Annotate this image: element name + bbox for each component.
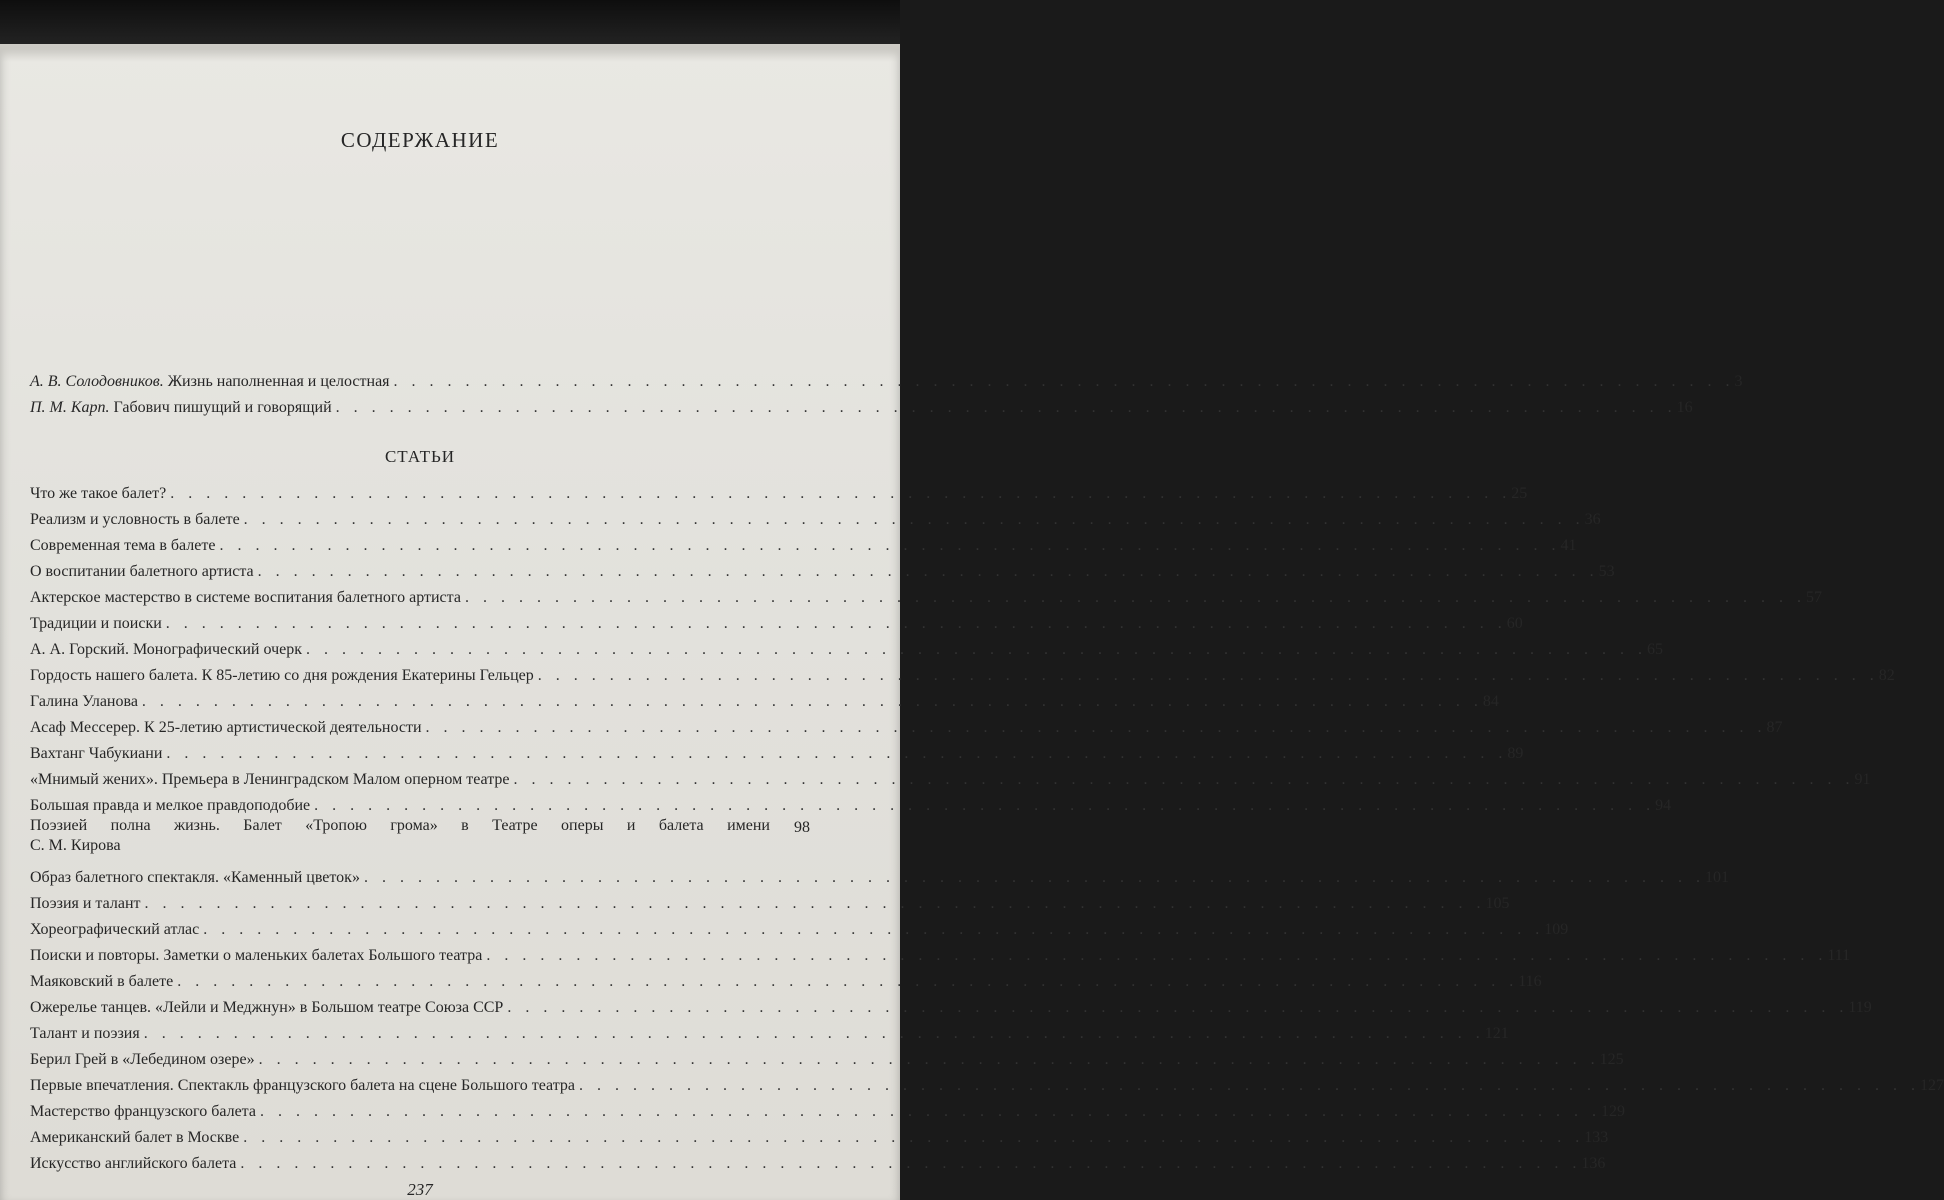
- dot-leader: . . . . . . . . . . . . . . . . . . . . . . . . . . . . . . . . . . . . . . . . . . . . . . . . . . . . . . . . . . . . . . . . . . . . . . . . . . .: [257, 563, 1599, 580]
- entry-page-number: 109: [1544, 921, 1569, 938]
- entry-title: Поэзия и талант: [30, 895, 141, 912]
- entry-title: Хореографический атлас: [30, 921, 200, 938]
- dot-leader: . . . . . . . . . . . . . . . . . . . . . . . . . . . . . . . . . . . . . . . . . . . . . . . . . . . . . . . . . . . . . . . . . . . . . . . . . . .: [579, 1077, 1921, 1094]
- entry-title: Поиски и повторы. Заметки о маленьких балетах Большого театра: [30, 947, 483, 964]
- toc-entry: [30, 738, 1524, 764]
- entry-page-number: 91: [1854, 771, 1871, 788]
- entry-page-number: 36: [1584, 511, 1601, 528]
- entry-page-number: 129: [1600, 1103, 1625, 1120]
- entry-title: Асаф Мессерер. К 25-летию артистической деятельности: [30, 719, 422, 736]
- entry-page-number: 53: [1598, 563, 1615, 580]
- dot-leader: . . . . . . . . . . . . . . . . . . . . . . . . . . . . . . . . . . . . . . . . . . . . . . . . . . . . . . . . . . . . . . . . . . . . . . . . . . .: [425, 719, 1767, 736]
- dot-leader: . . . . . . . . . . . . . . . . . . . . . . . . . . . . . . . . . . . . . . . . . . . . . . . . . . . . . . . . . . . . . . . . . . . . . . . . . . .: [219, 537, 1561, 554]
- entry-page-number: 98: [794, 819, 810, 836]
- toc-entry: [30, 1070, 1944, 1096]
- entry-title: Современная тема в балете: [30, 537, 216, 554]
- entry-title: Традиции и поиски: [30, 615, 162, 632]
- toc-entry: [30, 634, 1663, 660]
- dot-leader: . . . . . . . . . . . . . . . . . . . . . . . . . . . . . . . . . . . . . . . . . . . . . . . . . . . . . . . . . . . . . . . . . . . . . . . . . . .: [141, 693, 1483, 710]
- dot-leader: . . . . . . . . . . . . . . . . . . . . . . . . . . . . . . . . . . . . . . . . . . . . . . . . . . . . . . . . . . . . . . . . . . . . . . . . . . .: [170, 485, 1512, 502]
- entry-page-number: 25: [1511, 485, 1528, 502]
- entry-page-number: 60: [1506, 615, 1523, 632]
- entry-page-number: 82: [1878, 667, 1895, 684]
- toc-entry: [30, 478, 1528, 504]
- entry-title: Большая правда и мелкое правдоподобие: [30, 797, 311, 814]
- dot-leader: . . . . . . . . . . . . . . . . . . . . . . . . . . . . . . . . . . . . . . . . . . . . . . . . . . . . . . . . . . . . . . . . . . . . . . . . . . .: [306, 641, 1647, 658]
- page-number-footer: 237: [407, 1180, 433, 1199]
- dot-leader: . . . . . . . . . . . . . . . . . . . . . . . . . . . . . . . . . . . . . . . . . . . . . . . . . . . . . . . . . . . . . . . . . . . . . . . . . . .: [335, 399, 1677, 416]
- entry-page-number: 94: [1655, 797, 1672, 814]
- entry-title: Мастерство французского балета: [30, 1103, 256, 1120]
- toc-entry: [30, 556, 1615, 582]
- toc-entry: [30, 966, 1542, 992]
- toc-entry: [30, 712, 1783, 738]
- entry-title: Реализм и условность в балете: [30, 511, 240, 528]
- dot-leader: . . . . . . . . . . . . . . . . . . . . . . . . . . . . . . . . . . . . . . . . . . . . . . . . . . . . . . . . . . . . . . . . . . . . . . . . . . .: [507, 999, 1849, 1016]
- entry-title: Маяковский в балете: [30, 973, 174, 990]
- toc-entry: [30, 790, 1672, 816]
- toc-entry-two-line: [30, 816, 810, 860]
- toc-entry: [30, 1044, 1624, 1070]
- entry-title: О воспитании балетного артиста: [30, 563, 254, 580]
- toc-entry: [30, 914, 1569, 940]
- entry-page-number: 119: [1848, 999, 1872, 1016]
- entry-page-number: 84: [1482, 693, 1499, 710]
- toc-entry: [30, 764, 1871, 790]
- toc-entry: [30, 660, 1895, 686]
- dot-leader: . . . . . . . . . . . . . . . . . . . . . . . . . . . . . . . . . . . . . . . . . . . . . . . . . . . . . . . . . . . . . . . . . . . . . . . . . . .: [258, 1051, 1600, 1068]
- entry-title: Первые впечатления. Спектакль французского балета на сцене Большого театра: [30, 1077, 576, 1094]
- entry-title-line-1: Поэзией полна жизнь. Балет «Тропою грома» в Театре оперы и балета имени: [30, 817, 770, 834]
- dot-leader: . . . . . . . . . . . . . . . . . . . . . . . . . . . . . . . . . . . . . . . . . . . . . . . . . . . . . . . . . . . . . . . . . . . . . . . . . . .: [486, 947, 1828, 964]
- entry-title: Талант и поэзия: [30, 1025, 140, 1042]
- entry-title: Что же такое балет?: [30, 485, 167, 502]
- entry-page-number: 121: [1484, 1025, 1509, 1042]
- entry-page-number: 111: [1827, 947, 1851, 964]
- entry-page-number: 105: [1485, 895, 1510, 912]
- dot-leader: . . . . . . . . . . . . . . . . . . . . . . . . . . . . . . . . . . . . . . . . . . . . . . . . . . . . . . . . . . . . . . . . . . . . . . . . . . .: [393, 373, 1735, 390]
- entry-page-number: 125: [1599, 1051, 1624, 1068]
- dot-leader: . . . . . . . . . . . . . . . . . . . . . . . . . . . . . . . . . . . . . . . . . . . . . . . . . . . . . . . . . . . . . . . . . . . . . . . . . . .: [513, 771, 1855, 788]
- toc-entry: [30, 1148, 1606, 1174]
- toc-entry: [30, 686, 1499, 712]
- entry-title: Габович пишущий и говорящий: [113, 399, 332, 416]
- toc-entry: [30, 1096, 1625, 1122]
- toc-entry: [30, 940, 1851, 966]
- toc-entry: [30, 862, 1729, 888]
- section-heading: СТАТЬИ: [384, 447, 456, 466]
- entry-page-number: 65: [1647, 641, 1663, 658]
- dot-leader: . . . . . . . . . . . . . . . . . . . . . . . . . . . . . . . . . . . . . . . . . . . . . . . . . . . . . . . . . . . . . . . . . . . . . . . . . . .: [165, 615, 1507, 632]
- toc-entry: [30, 888, 1510, 914]
- entry-title: Образ балетного спектакля. «Каменный цветок»: [30, 869, 360, 886]
- entry-author: П. М. Карп.: [30, 399, 110, 416]
- dot-leader: . . . . . . . . . . . . . . . . . . . . . . . . . . . . . . . . . . . . . . . . . . . . . . . . . . . . . . . . . . . . . . . . . . . . . . . . . . .: [144, 895, 1486, 912]
- dot-leader: . . . . . . . . . . . . . . . . . . . . . . . . . . . . . . . . . . . . . . . . . . . . . . . . . . . . . . . . . . . . . . . . . . . . . . . . . . .: [143, 1025, 1485, 1042]
- entry-page-number: 133: [1584, 1129, 1609, 1146]
- dot-leader: . . . . . . . . . . . . . . . . . . . . . . . . . . . . . . . . . . . . . . . . . . . . . . . . . . . . . . . . . . . . . . . . . . . . . . . . . . .: [464, 589, 1806, 606]
- entry-page-number: 116: [1518, 973, 1542, 990]
- dot-leader: . . . . . . . . . . . . . . . . . . . . . . . . . . . . . . . . . . . . . . . . . . . . . . . . . . . . . . . . . . . . . . . . . . . . . . . . . . .: [166, 745, 1508, 762]
- dot-leader: . . . . . . . . . . . . . . . . . . . . . . . . . . . . . . . . . . . . . . . . . . . . . . . . . . . . . . . . . . . . . . . . . . . . . . . . . . .: [203, 921, 1545, 938]
- entry-page-number: 16: [1676, 399, 1693, 416]
- page-title: СОДЕРЖАНИЕ: [340, 128, 500, 152]
- dot-leader: . . . . . . . . . . . . . . . . . . . . . . . . . . . . . . . . . . . . . . . . . . . . . . . . . . . . . . . . . . . . . . . . . . . . . . . . . . .: [537, 667, 1879, 684]
- entry-title: «Мнимый жених». Премьера в Ленинградском Малом оперном театре: [30, 771, 510, 788]
- book-page: [0, 44, 1944, 1200]
- dot-leader: . . . . . . . . . . . . . . . . . . . . . . . . . . . . . . . . . . . . . . . . . . . . . . . . . . . . . . . . . . . . . . . . . . . . . . . . . . .: [314, 797, 1656, 814]
- toc-entry: [30, 366, 1743, 392]
- toc-entry: [30, 530, 1577, 556]
- entry-title: Американский балет в Москве: [30, 1129, 240, 1146]
- dot-leader: . . . . . . . . . . . . . . . . . . . . . . . . . . . . . . . . . . . . . . . . . . . . . . . . . . . . . . . . . . . . . . . . . . . . . . . . . . .: [240, 1155, 1582, 1172]
- entry-title: Гордость нашего балета. К 85-летию со дня рождения Екатерины Гельцер: [30, 667, 534, 684]
- entry-page-number: 89: [1507, 745, 1524, 762]
- entry-title: Ожерелье танцев. «Лейли и Меджнун» в Большом театре Союза ССР: [30, 999, 504, 1016]
- entry-title: Искусство английского балета: [30, 1155, 237, 1172]
- entry-title: А. А. Горский. Монографический очерк: [30, 641, 302, 658]
- entry-page-number: 41: [1560, 537, 1577, 554]
- dot-leader: . . . . . . . . . . . . . . . . . . . . . . . . . . . . . . . . . . . . . . . . . . . . . . . . . . . . . . . . . . . . . . . . . . . . . . . . . . .: [363, 869, 1705, 886]
- toc-entry: [30, 392, 1693, 418]
- entry-title: Актерское мастерство в системе воспитания балетного артиста: [30, 589, 461, 606]
- entry-page-number: 136: [1581, 1155, 1606, 1172]
- entry-title: Галина Уланова: [30, 693, 138, 710]
- entry-page-number: 127: [1920, 1077, 1944, 1094]
- entry-page-number: 57: [1805, 589, 1822, 606]
- entry-title: Жизнь наполненная и целостная: [167, 373, 390, 390]
- toc-entry: [30, 1122, 1609, 1148]
- toc-entry: [30, 608, 1523, 634]
- entry-title: Вахтанг Чабукиани: [30, 745, 163, 762]
- toc-entry: [30, 504, 1601, 530]
- dot-leader: . . . . . . . . . . . . . . . . . . . . . . . . . . . . . . . . . . . . . . . . . . . . . . . . . . . . . . . . . . . . . . . . . . . . . . . . . . .: [177, 973, 1519, 990]
- entry-title: Берил Грей в «Лебедином озере»: [30, 1051, 255, 1068]
- entry-author: А. В. Солодовников.: [30, 373, 164, 390]
- toc-entry: [30, 992, 1872, 1018]
- entry-page-number: 101: [1704, 869, 1729, 886]
- dot-leader: . . . . . . . . . . . . . . . . . . . . . . . . . . . . . . . . . . . . . . . . . . . . . . . . . . . . . . . . . . . . . . . . . . . . . . . . . . .: [243, 511, 1585, 528]
- entry-title-line-2: С. М. Кирова: [30, 837, 121, 854]
- entry-page-number: 87: [1766, 719, 1783, 736]
- dot-leader: . . . . . . . . . . . . . . . . . . . . . . . . . . . . . . . . . . . . . . . . . . . . . . . . . . . . . . . . . . . . . . . . . . . . . . . . . . .: [259, 1103, 1601, 1120]
- dot-leader: . . . . . . . . . . . . . . . . . . . . . . . . . . . . . . . . . . . . . . . . . . . . . . . . . . . . . . . . . . . . . . . . . . . . . . . . . . .: [243, 1129, 1585, 1146]
- entry-page-number: 3: [1734, 373, 1743, 390]
- toc-entry: [30, 1018, 1509, 1044]
- toc-entry: [30, 582, 1822, 608]
